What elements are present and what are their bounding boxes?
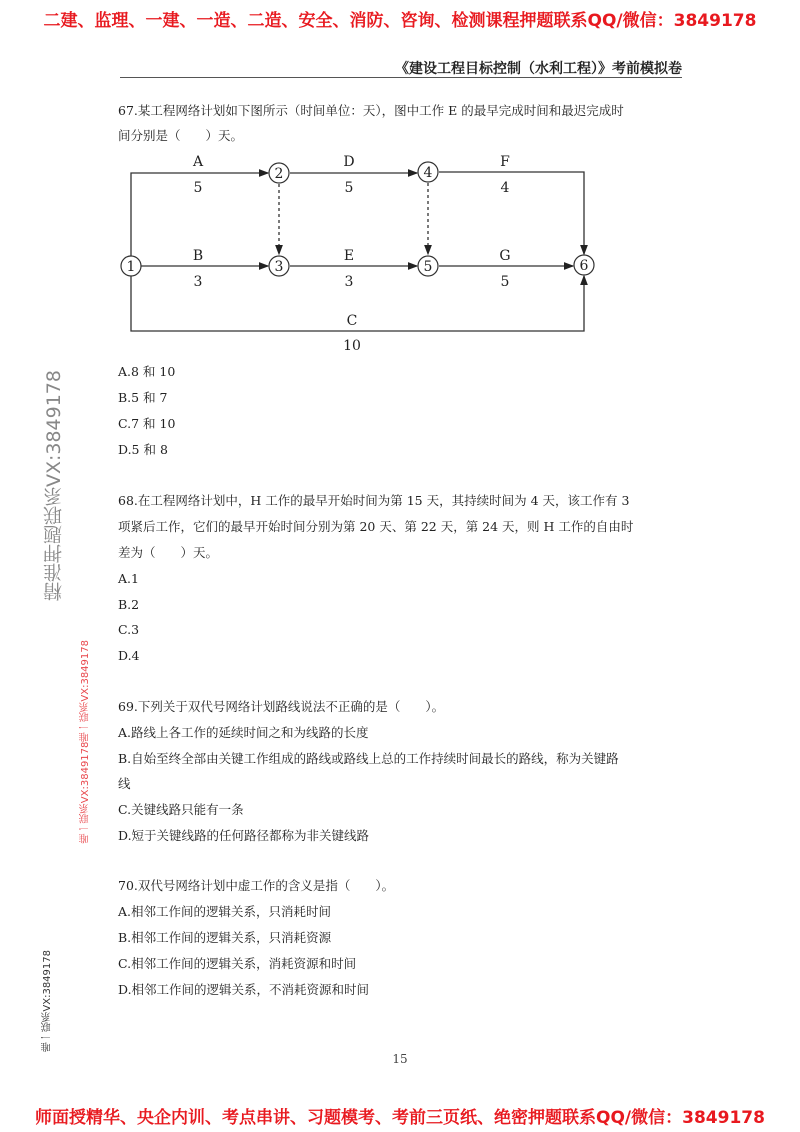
q68-line-2: 项紧后工作，它们的最早开始时间分别为第 20 天、第 22 天，第 24 天，则 H 工作的自由时 [118, 519, 634, 534]
q69-option-b: B.自始至终全部由关键工作组成的路线或路线上总的工作持续时间最长的路线，称为关键路 [118, 751, 619, 766]
q69-option-b-cont: 线 [118, 776, 131, 791]
q68-line-3: 差为（ ）天。 [118, 545, 219, 560]
activity-label: C [346, 313, 358, 329]
activity-label: B [192, 248, 204, 264]
q70-line-1: 70.双代号网络计划中虚工作的含义是指（ ）。 [118, 878, 395, 893]
node-5: 5 [423, 259, 433, 275]
watermark: 精准押题联系VX:3849178 [43, 370, 65, 602]
activity-label: A [192, 154, 204, 170]
activity-duration: 10 [343, 338, 361, 354]
q69-option-d: D.短于关键线路的任何路径都称为非关键线路 [118, 828, 370, 843]
q70-option-a: A.相邻工作间的逻辑关系，只消耗时间 [118, 904, 332, 919]
top-ad-banner: 二建、监理、一建、一造、二造、安全、消防、咨询、检测课程押题联系QQ/微信：3849178 [43, 11, 757, 31]
q69-option-c: C.关键线路只能有一条 [118, 802, 244, 817]
activity-duration: 5 [193, 180, 203, 196]
activity-duration: 3 [344, 274, 354, 290]
activity-duration: 5 [500, 274, 510, 290]
node-6: 6 [579, 258, 589, 274]
watermark: 唯一联系VX:3849178 [42, 950, 53, 1052]
q67-line-2: 间分别是（ ）天。 [118, 128, 244, 143]
q67-option-d: D.5 和 8 [118, 442, 168, 457]
q67-option-a: A.8 和 10 [118, 364, 176, 379]
activity-label: G [499, 248, 511, 264]
q68-line-1: 68.在工程网络计划中，H 工作的最早开始时间为第 15 天，其持续时间为 4 天，该工作有 3 [118, 493, 630, 508]
q69-line-1: 69.下列关于双代号网络计划路线说法不正确的是（ ）。 [118, 699, 445, 714]
activity-label: E [343, 248, 355, 264]
activity-label: D [343, 154, 355, 170]
q70-option-b: B.相邻工作间的逻辑关系，只消耗资源 [118, 930, 332, 945]
arrow-F [439, 172, 584, 254]
q68-option-b: B.2 [118, 597, 140, 612]
network-diagram [0, 0, 800, 400]
q69-option-a: A.路线上各工作的延续时间之和为线路的长度 [118, 725, 369, 740]
q70-option-d: D.相邻工作间的逻辑关系，不消耗资源和时间 [118, 982, 370, 997]
node-4: 4 [423, 165, 433, 181]
q67-line-1: 67.某工程网络计划如下图所示（时间单位：天），图中工作 E 的最早完成时间和最迟完成时 [118, 103, 624, 118]
q67-option-b: B.5 和 7 [118, 390, 168, 405]
q67-option-c: C.7 和 10 [118, 416, 176, 431]
watermark: 唯一联系VX:3849178唯一联系VX:3849178 [80, 640, 91, 844]
bottom-ad-banner: 师面授精华、央企内训、考点串讲、习题模考、考前三页纸、绝密押题联系QQ/微信：3849178 [35, 1108, 765, 1128]
node-3: 3 [274, 259, 284, 275]
q68-option-c: C.3 [118, 622, 140, 637]
q68-option-d: D.4 [118, 648, 140, 663]
document-header: 《建设工程目标控制（水利工程）》考前模拟卷 [395, 61, 682, 77]
node-2: 2 [274, 166, 284, 182]
node-1: 1 [126, 259, 136, 275]
activity-duration: 3 [193, 274, 203, 290]
activity-label: F [500, 154, 510, 170]
activity-duration: 4 [500, 180, 510, 196]
page-number: 15 [392, 1052, 408, 1066]
q68-option-a: A.1 [118, 571, 139, 586]
activity-duration: 5 [344, 180, 354, 196]
q70-option-c: C.相邻工作间的逻辑关系，消耗资源和时间 [118, 956, 357, 971]
